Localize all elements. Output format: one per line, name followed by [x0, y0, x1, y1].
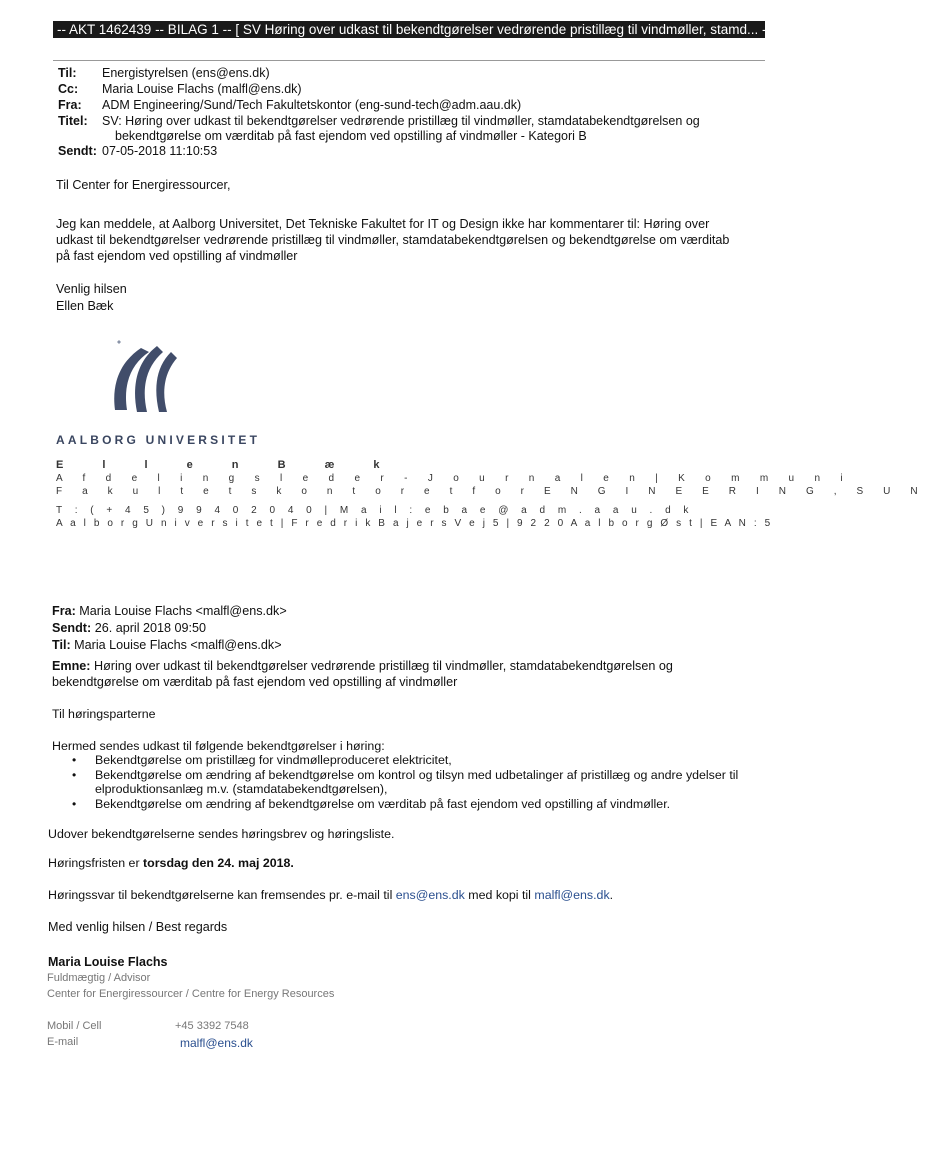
mobile-value: +45 3392 7548 [175, 1020, 249, 1032]
title-value-line2: bekendtgørelse om værditab på fast ejendom ved opstilling af vindmøller - Kategori B [115, 129, 587, 143]
mobile-label: Mobil / Cell [47, 1020, 102, 1032]
reply-closing: Venlig hilsen [56, 282, 127, 296]
message-regards: Med venlig hilsen / Best regards [48, 920, 228, 934]
signature-name: E l l e n B æ k [56, 459, 398, 471]
bullet-icon: • [72, 753, 77, 767]
message-intro: Hermed sendes udkast til følgende bekendtgørelser i høring: [52, 739, 385, 753]
signature-department: F a k u l t e t s k o n t o r e t f o r E N G I N E E R I N G , S U N [56, 486, 926, 497]
reply-paragraph-line1: Jeg kan meddele, at Aalborg Universitet, Det Tekniske Fakultet for IT og Design ikke har kommentarer til: Høring over [56, 217, 710, 231]
signature-address: A a l b o r g U n i v e r s i t e t | F r e d r i k B a j e r s V e j 5 | 9 2 2 0 A a l b o r g Ø s t | E A N : 5 [56, 518, 773, 529]
fwd-from-value: Maria Louise Flachs <malfl@ens.dk> [79, 604, 287, 618]
bullet-icon: • [72, 768, 77, 782]
fwd-from-label: Fra: [52, 604, 76, 618]
message-salutation: Til høringsparterne [52, 707, 156, 721]
from-value: ADM Engineering/Sund/Tech Fakultetskontor (eng-sund-tech@adm.aau.dk) [102, 98, 522, 112]
fwd-sent-label: Sendt: [52, 621, 92, 635]
list-item: Bekendtgørelse om pristillæg for vindmølleproduceret elektricitet, [95, 753, 452, 767]
sent-value: 07-05-2018 11:10:53 [102, 144, 218, 158]
cc-value: Maria Louise Flachs (malfl@ens.dk) [102, 82, 302, 96]
to-label: Til: [58, 66, 77, 80]
cc-label: Cc: [58, 82, 79, 96]
sender-title: Fuldmægtig / Advisor [47, 972, 151, 984]
from-label: Fra: [58, 98, 82, 112]
fwd-sent-value: 26. april 2018 09:50 [94, 621, 207, 635]
header-divider [53, 60, 765, 61]
malfl-email-link[interactable]: malfl@ens.dk [534, 888, 610, 902]
email-label: E-mail [47, 1036, 79, 1048]
message-deadline: Høringsfristen er torsdag den 24. maj 2018. [48, 856, 294, 870]
sender-email-link[interactable]: malfl@ens.dk [180, 1036, 253, 1050]
fwd-to-label: Til: [52, 638, 71, 652]
bullet-icon: • [72, 797, 77, 811]
signature-role: A f d e l i n g s l e d e r - J o u r n a l e n | K o m m u n i [56, 473, 852, 484]
aau-logo-icon [105, 340, 185, 416]
list-item: Bekendtgørelse om ændring af bekendtgørelse om kontrol og tilsyn med udbetalinger af pristillæg og andre ydelser til [95, 768, 739, 782]
reply-name: Ellen Bæk [56, 299, 114, 313]
sent-label: Sendt: [58, 144, 97, 158]
to-value: Energistyrelsen (ens@ens.dk) [102, 66, 270, 80]
signature-contact: T : ( + 4 5 ) 9 9 4 0 2 0 4 0 | M a i l : e b a e @ a d m . a a u . d k [56, 505, 694, 516]
reply-paragraph-line3: på fast ejendom ved opstilling af vindmøller [56, 249, 298, 263]
list-item-continuation: elproduktionsanlæg m.v. (stamdatabekendtgørelsen), [95, 782, 388, 796]
fwd-subject-line2: bekendtgørelse om værditab på fast ejendom ved opstilling af vindmøller [52, 675, 458, 689]
message-paragraph: Udover bekendtgørelserne sendes høringsbrev og høringsliste. [48, 827, 395, 841]
sender-organization: Center for Energiressourcer / Centre for Energy Resources [47, 988, 335, 1000]
fwd-subject-line1: Høring over udkast til bekendtgørelser vedrørende pristillæg til vindmøller, stamdatabekendtgørelsen og [94, 659, 673, 673]
reply-greeting: Til Center for Energiressourcer, [56, 178, 231, 192]
title-label: Titel: [58, 114, 88, 128]
sender-name: Maria Louise Flachs [48, 955, 168, 969]
ens-email-link[interactable]: ens@ens.dk [395, 888, 465, 902]
aau-logo-text: AALBORG UNIVERSITET [56, 433, 261, 447]
deadline-date: torsdag den 24. maj 2018. [143, 856, 294, 870]
list-item: Bekendtgørelse om ændring af bekendtgørelse om værditab på fast ejendom ved opstilling af vindmøller. [95, 797, 671, 811]
fwd-subject-label: Emne: [52, 659, 91, 673]
message-reply-instructions: Høringssvar til bekendtgørelserne kan fremsendes pr. e-mail til ens@ens.dk med kopi til malfl@ens.dk. [48, 888, 614, 902]
title-value-line1: SV: Høring over udkast til bekendtgørelser vedrørende pristillæg til vindmøller, stamdatabekendtgørelsen og [102, 114, 700, 128]
document-stamp-bar: -- AKT 1462439 -- BILAG 1 -- [ SV Høring over udkast til bekendtgørelser vedrørende pristillæg til vindmøller, stamd... -- [53, 21, 765, 38]
fwd-to-value: Maria Louise Flachs <malfl@ens.dk> [74, 638, 282, 652]
reply-paragraph-line2: udkast til bekendtgørelser vedrørende pristillæg til vindmøller, stamdatabekendtgørelsen og bekendtgørelse om værditab [56, 233, 730, 247]
